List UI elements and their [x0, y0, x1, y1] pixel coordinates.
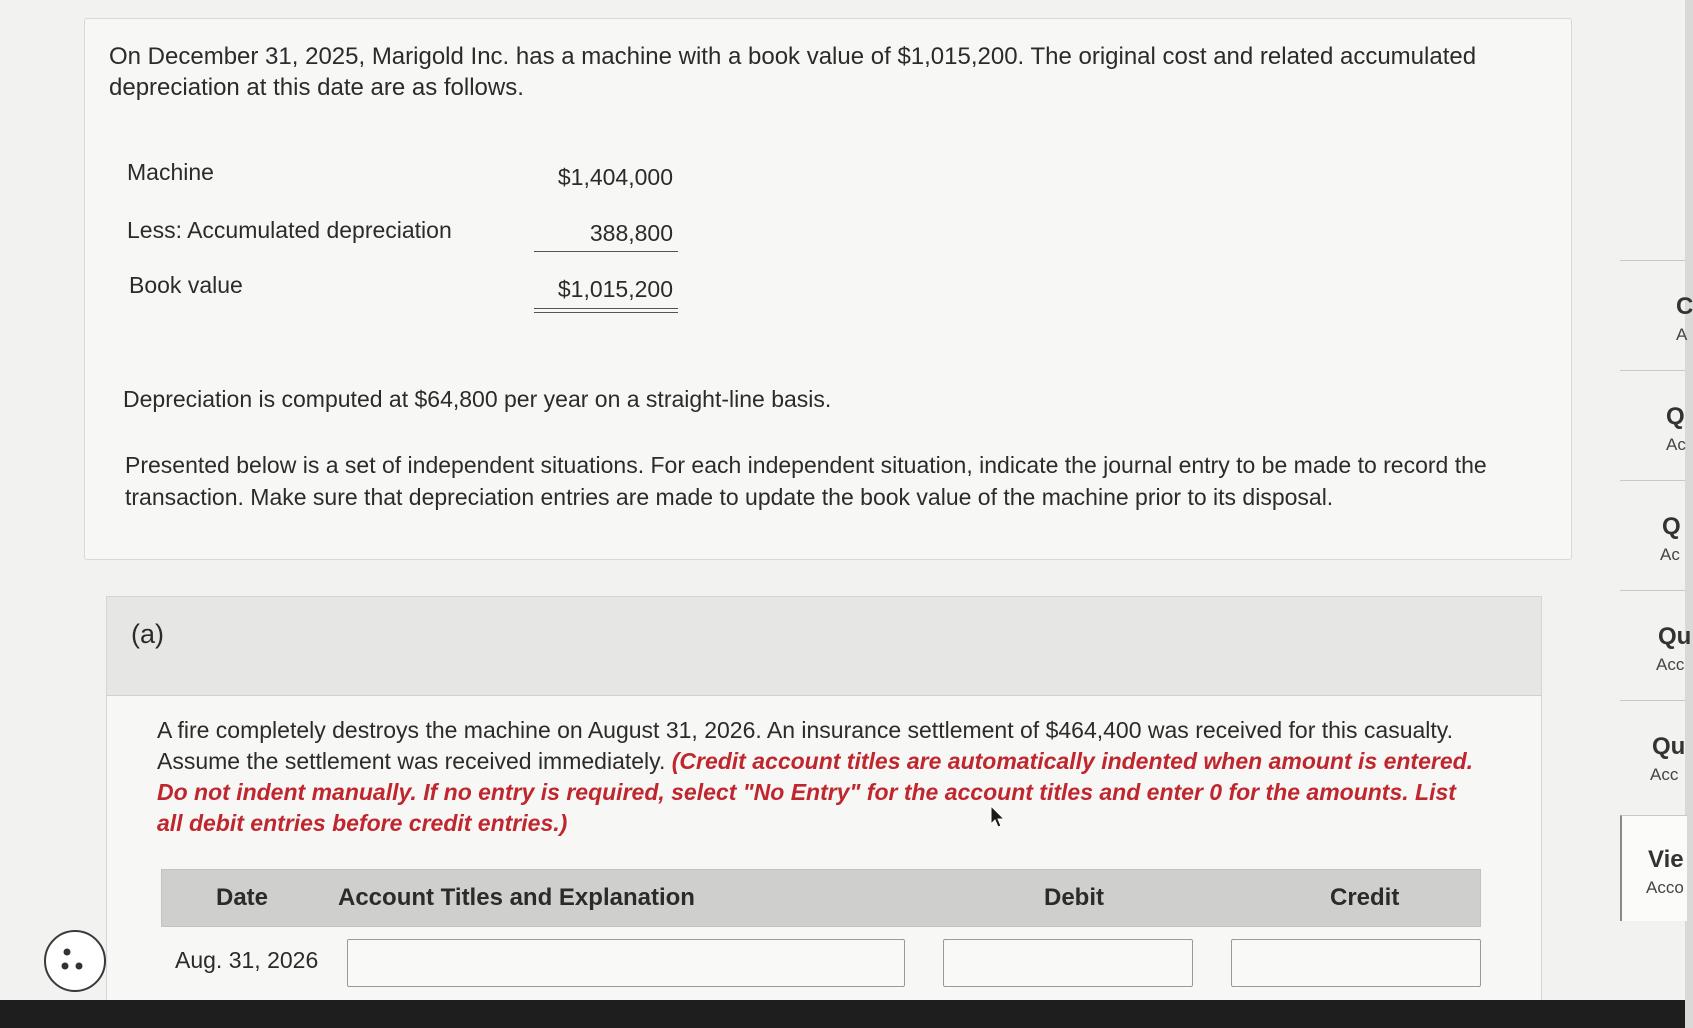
problem-statement-card	[84, 18, 1572, 560]
sidebar-item-subtitle: Acc	[1650, 765, 1679, 784]
credit-column-header: Credit	[1330, 884, 1400, 911]
depreciation-note: Depreciation is computed at $64,800 per year on a straight-line basis.	[123, 386, 832, 412]
part-a-card	[106, 596, 1542, 1002]
part-a-scenario: A fire completely destroys the machine on August 31, 2026. An insurance settlement of $464,400 was received for this casualty. Assume the settlement was received immediately.	[157, 717, 1453, 774]
accumulated-depreciation-label: Less: Accumulated depreciation	[127, 217, 452, 243]
sidebar-item-subtitle: Acco	[1646, 878, 1684, 897]
part-label: (a)	[131, 619, 164, 649]
date-column-header: Date	[216, 884, 269, 911]
entry-date: Aug. 31, 2026	[175, 947, 319, 973]
sidebar-item-subtitle: Ac	[1666, 435, 1686, 454]
debit-amount-input[interactable]	[943, 939, 1193, 987]
sidebar-item-subtitle: Ac	[1660, 545, 1680, 564]
sidebar-item-title: Qu	[1658, 623, 1692, 650]
part-a-header	[107, 597, 1541, 696]
sidebar-item-1[interactable]	[1620, 260, 1693, 371]
subtotal-rule	[534, 251, 678, 252]
accumulated-depreciation-amount: 388,800	[589, 220, 673, 246]
sidebar-item-title: Q	[1666, 403, 1685, 430]
double-rule-bottom	[534, 312, 678, 313]
sidebar-item-title: C	[1676, 293, 1693, 320]
machine-label: Machine	[127, 159, 214, 185]
sidebar-item-title: Q	[1662, 513, 1681, 540]
sidebar-item-subtitle: A	[1676, 325, 1688, 344]
sidebar-item-title: Qu	[1652, 733, 1686, 760]
sidebar-item-6-active[interactable]	[1620, 815, 1687, 921]
sidebar-item-3[interactable]	[1620, 480, 1685, 591]
question-sidebar	[1620, 150, 1693, 920]
debit-column-header: Debit	[1044, 884, 1104, 911]
sidebar-item-title: Vie	[1648, 846, 1684, 873]
sidebar-item-2[interactable]	[1620, 370, 1685, 481]
part-a-question	[157, 715, 1477, 839]
mouse-cursor-icon	[990, 805, 1006, 834]
sidebar-item-4[interactable]	[1620, 590, 1692, 701]
entry-instructions: (Credit account titles are automatically indented when amount is entered. Do not indent manually. If no entry is required, select "No Entry" for the account titles and enter 0 for the amounts. List all debit entries before credit entries.)	[157, 748, 1474, 836]
machine-amount: $1,404,000	[557, 164, 673, 190]
sidebar-item-5[interactable]	[1620, 700, 1685, 811]
account-title-input[interactable]	[347, 939, 905, 987]
instructions-text: Presented below is a set of independent situations. For each independent situation, indicate the journal entry to be made to record the transaction. Make sure that depreciation entries are made to update the book value of the machine prior to its disposal.	[125, 452, 1487, 510]
book-value-amount: $1,015,200	[557, 276, 673, 302]
double-rule-top	[534, 308, 678, 309]
screen-bezel	[0, 1000, 1685, 1028]
credit-amount-input[interactable]	[1231, 939, 1481, 987]
book-value-label: Book value	[129, 272, 243, 298]
problem-intro: On December 31, 2025, Marigold Inc. has a machine with a book value of $1,015,200. The original cost and related accumulated depreciation at this date are as follows.	[109, 43, 1477, 101]
journal-table-header	[161, 869, 1481, 927]
account-column-header: Account Titles and Explanation	[338, 884, 695, 911]
cookie-settings-icon[interactable]	[44, 930, 106, 992]
sidebar-item-subtitle: Acc	[1656, 655, 1685, 674]
